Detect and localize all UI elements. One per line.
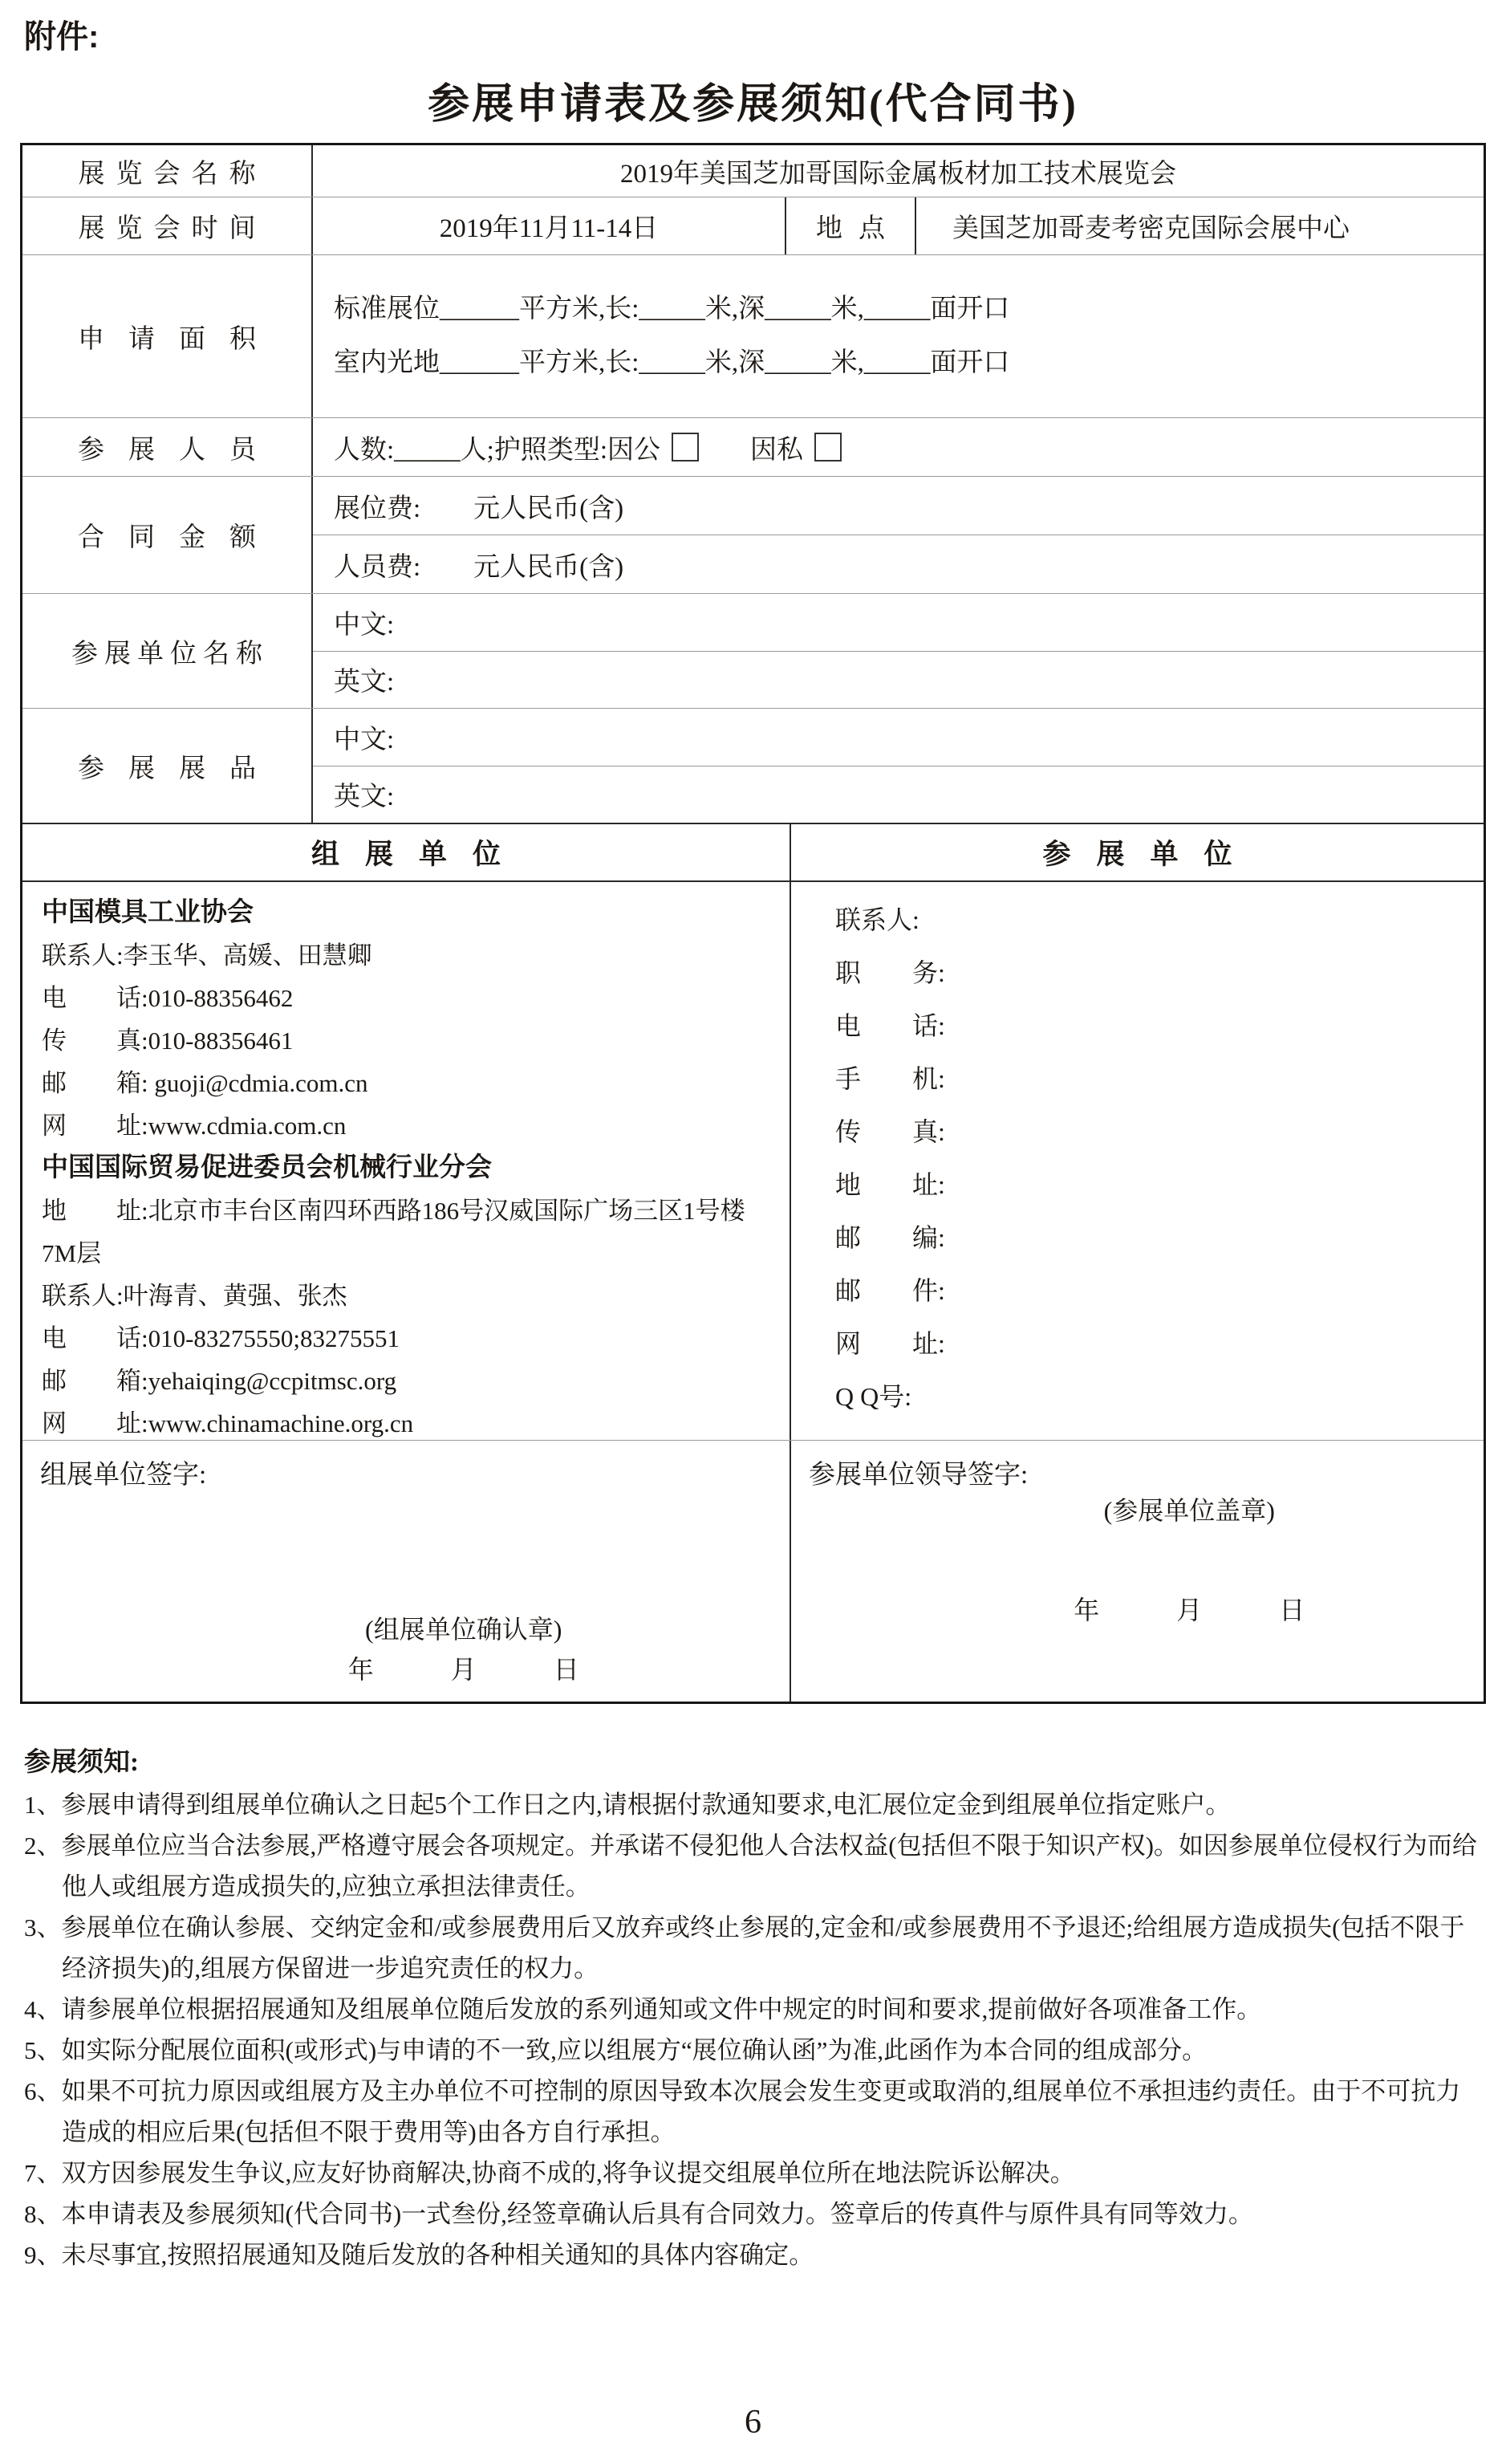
participants-value: [313, 418, 1484, 476]
raw-space-blank-line: 室内光地______平方米,长:_____米,深_____米,_____面开口: [334, 348, 1010, 377]
organizer-2-email: 邮 箱:yehaiqing@ccpitmsc.org: [42, 1367, 397, 1395]
attachment-label: 附件:: [24, 19, 99, 55]
exhibitor-position-field: 职 务:: [835, 958, 945, 987]
exhibitor-mobile-field: 手 机:: [835, 1064, 945, 1093]
row-participants: [22, 417, 1484, 476]
organizer-sign-label: 组展单位签字:: [40, 1461, 207, 1490]
note-number: 8、: [24, 2200, 62, 2228]
exhibits-cn-line: 中文:: [313, 709, 1484, 766]
page-number: 6: [745, 2404, 761, 2441]
row-exhibitor-name: [22, 593, 1484, 708]
note-text: 未尽事宜,按照招展通知及随后发放的各种相关通知的具体内容确定。: [61, 2241, 814, 2269]
organizer-1-phone: 电 话:010-88356462: [42, 984, 294, 1012]
venue-label: 地点: [786, 197, 916, 254]
personnel-fee-line: 人员费: 元人民币(含): [334, 552, 624, 582]
organizer-stamp-label: (组展单位确认章): [365, 1615, 562, 1644]
note-number: 3、: [24, 1913, 62, 1942]
exhibition-time-label: 展览会时间: [22, 197, 313, 254]
participants-count-text: 人数:_____人;护照类型:因公: [334, 435, 661, 465]
organizer-signature-cell: [22, 1441, 791, 1702]
note-text: 参展申请得到组展单位确认之日起5个工作日之内,请根据付款通知要求,电汇展位定金到组展单位指定账户。: [61, 1791, 1231, 1819]
organizer-1-name: 中国模具工业协会: [42, 898, 254, 927]
exhibitor-contact-cell: [791, 882, 1484, 1440]
applied-area-label: 申请面积: [22, 255, 313, 417]
exhibitor-name-en-line: 英文:: [334, 668, 395, 697]
exhibition-time-value: 2019年11月11-14日: [313, 197, 786, 254]
note-number: 6、: [24, 2077, 62, 2105]
standard-booth-blank-line: 标准展位______平方米,长:_____米,深_____米,_____面开口: [334, 295, 1010, 323]
note-item-2: [24, 1825, 1482, 1907]
note-text: 参展单位在确认参展、交纳定金和/或参展费用后又放弃或终止参展的,定金和/或参展费用不予退还;给组展方造成损失(包括不限于经济损失)的,组展方保留进一步追究责任的权力。: [61, 1913, 1465, 1982]
note-text: 参展单位应当合法参展,严格遵守展会各项规定。并承诺不侵犯他人合法权益(包括但不限于知识产权)。如因参展单位侵权行为而给他人或组展方造成损失的,应独立承担法律责任。: [61, 1832, 1477, 1901]
exhibition-name-value: 2019年美国芝加哥国际金属板材加工技术展览会: [620, 159, 1176, 189]
row-exhibition-time: [22, 197, 1484, 254]
note-item-5: [24, 2030, 1482, 2071]
exhibitor-name-label: 参展单位名称: [22, 594, 313, 708]
exhibits-label: 参展展品: [22, 709, 313, 823]
organizer-contact-cell: [22, 882, 791, 1440]
organizer-date-line: 年 月 日: [347, 1655, 579, 1684]
organizer-header: 组展单位: [22, 824, 791, 880]
exhibitor-stamp-block: [930, 1432, 1449, 1690]
checkbox-passport-private[interactable]: [814, 433, 842, 461]
organizer-2-website: 网 址:www.chinamachine.org.cn: [42, 1409, 414, 1437]
note-item-7: [24, 2153, 1482, 2194]
exhibitor-qq-field: Q Q号:: [835, 1382, 912, 1411]
organizer-1-fax: 传 真:010-88356461: [42, 1027, 294, 1055]
exhibitor-address-field: 地 址:: [835, 1170, 945, 1199]
note-text: 如果不可抗力原因或组展方及主办单位不可控制的原因导致本次展会发生变更或取消的,组展单位不承担违约责任。由于不可抗力造成的相应后果(包括但不限于费用等)由各方自行承担。: [61, 2077, 1461, 2146]
exhibitor-phone-field: 电 话:: [835, 1011, 945, 1040]
row-signatures: [22, 1440, 1484, 1702]
note-item-3: [24, 1907, 1482, 1989]
organizer-1-email: 邮 箱: guoji@cdmia.com.cn: [42, 1069, 368, 1097]
organizer-1-contact-person: 联系人:李玉华、高媛、田慧卿: [42, 941, 372, 970]
notes-section: [24, 1741, 1482, 2275]
note-number: 7、: [24, 2159, 62, 2187]
row-section-headers: [22, 823, 1484, 882]
exhibitor-fax-field: 传 真:: [835, 1117, 945, 1146]
row-exhibits: [22, 708, 1484, 823]
applied-area-value: [313, 255, 1484, 417]
note-text: 本申请表及参展须知(代合同书)一式叁份,经签章确认后具有合同效力。签章后的传真件与原件具有同等效力。: [61, 2200, 1253, 2228]
note-number: 1、: [24, 1791, 62, 1819]
note-item-1: [24, 1784, 1482, 1825]
exhibitor-name-cn-line: 中文:: [313, 594, 1484, 652]
organizer-stamp-block: [176, 1610, 751, 1690]
row-contract-amount: [22, 476, 1484, 593]
note-number: 5、: [24, 2036, 62, 2064]
booth-fee-line: 展位费: 元人民币(含): [313, 477, 1484, 535]
note-item-9: [24, 2234, 1482, 2275]
exhibition-name-label: 展览会名称: [22, 145, 313, 197]
note-number: 4、: [24, 1995, 62, 2023]
page-title: 参展申请表及参展须知(代合同书): [428, 82, 1078, 128]
exhibitor-website-field: 网 址:: [835, 1329, 945, 1358]
exhibitor-email-field: 邮 件:: [835, 1276, 945, 1305]
checkbox-passport-public[interactable]: [672, 433, 699, 461]
note-number: 9、: [24, 2241, 62, 2269]
organizer-1-website: 网 址:www.cdmia.com.cn: [42, 1112, 347, 1140]
participants-label: 参展人员: [22, 418, 313, 476]
organizer-2-phone: 电 话:010-83275550;83275551: [42, 1324, 400, 1352]
passport-private-label: 因私: [750, 435, 804, 465]
venue-value: 美国芝加哥麦考密克国际会展中心: [952, 214, 1350, 243]
row-exhibition-name: [22, 145, 1484, 197]
contract-amount-label: 合同金额: [22, 477, 313, 593]
exhibitor-header: 参展单位: [1042, 839, 1258, 870]
note-text: 如实际分配展位面积(或形式)与申请的不一致,应以组展方“展位确认函”为准,此函作为本合同的组成部分。: [61, 2036, 1208, 2064]
exhibitor-postcode-field: 邮 编:: [835, 1223, 945, 1252]
application-form-table: [20, 143, 1486, 1704]
note-text: 双方因参展发生争议,应友好协商解决,协商不成的,将争议提交组展单位所在地法院诉讼解决。: [61, 2159, 1075, 2187]
exhibitor-sign-label: 参展单位领导签字:: [809, 1461, 1029, 1490]
organizer-2-name: 中国国际贸易促进委员会机械行业分会: [42, 1153, 492, 1182]
note-item-8: [24, 2194, 1482, 2234]
note-number: 2、: [24, 1832, 62, 1860]
organizer-2-contact-person: 联系人:叶海青、黄强、张杰: [42, 1282, 347, 1310]
exhibits-value: [313, 709, 1484, 823]
note-text: 请参展单位根据招展通知及组展单位随后发放的系列通知或文件中规定的时间和要求,提前做好各项准备工作。: [61, 1995, 1262, 2023]
exhibitor-date-line: 年 月 日: [1074, 1596, 1305, 1624]
exhibitor-signature-cell: [791, 1441, 1484, 1702]
exhibitor-stamp-label: (参展单位盖章): [1103, 1496, 1275, 1525]
row-contacts: [22, 882, 1484, 1440]
note-item-4: [24, 1989, 1482, 2030]
note-item-6: [24, 2071, 1482, 2153]
row-applied-area: [22, 254, 1484, 417]
organizer-2-address: 地 址:北京市丰台区南四环西路186号汉威国际广场三区1号楼7M层: [42, 1197, 745, 1267]
contract-amount-value: [313, 477, 1484, 593]
notes-heading: 参展须知:: [24, 1748, 139, 1777]
exhibitor-name-value: [313, 594, 1484, 708]
exhibits-en-line: 英文:: [334, 783, 395, 812]
exhibitor-contact-person-field: 联系人:: [835, 905, 919, 934]
